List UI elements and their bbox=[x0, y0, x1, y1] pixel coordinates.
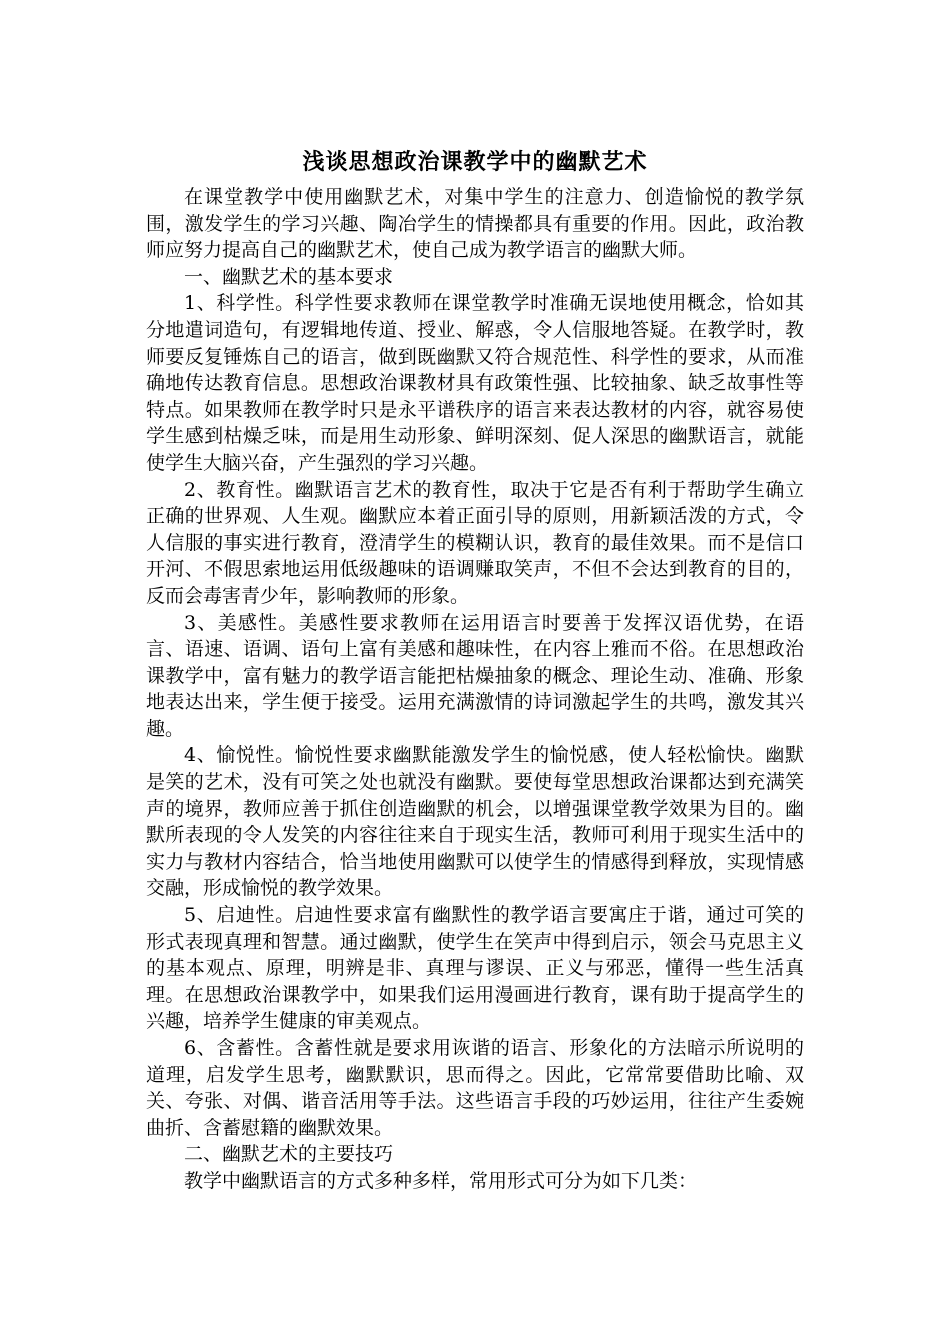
paragraph-educational: 2、教育性。幽默语言艺术的教育性，取决于它是否有利于帮助学生确立正确的世界观、人生观。幽默应本着正面引导的原则，用新颖活泼的方式，令人信服的事实进行教育，澄清学生的模糊认识，教育的最佳效果。而不是信口开河、不假思索地运用低级趣味的语调赚取笑声，不但不会达到教育的目的，反而会毒害青少年，影响教师的形象。 bbox=[146, 478, 804, 607]
section-heading-basic-requirements: 一、幽默艺术的基本要求 bbox=[184, 265, 394, 288]
paragraph-scientific: 1、科学性。科学性要求教师在课堂教学时准确无误地使用概念，恰如其分地遣词造句，有逻辑地传道、授业、解惑，令人信服地答疑。在教学时，教师要反复锤炼自己的语言，做到既幽默又符合规范性、科学性的要求，从而准确地传达教育信息。思想政治课教材具有政策性强、比较抽象、缺乏故事性等特点。如果教师在教学时只是永平谱秩序的语言来表达教材的内容，就容易使学生感到枯燥乏味，而是用生动形象、鲜明深刻、促人深思的幽默语言，就能使学生大脑兴奋，产生强烈的学习兴趣。 bbox=[146, 292, 804, 474]
paragraph-aesthetic: 3、美感性。美感性要求教师在运用语言时要善于发挥汉语优势，在语言、语速、语调、语句上富有美感和趣味性，在内容上雅而不俗。在思想政治课教学中，富有魅力的教学语言能把枯燥抽象的概念、理论生动、准确、形象地表达出来，学生便于接受。运用充满激情的诗词激起学生的共鸣，激发其兴趣。 bbox=[146, 611, 804, 740]
paragraph-techniques-intro: 教学中幽默语言的方式多种多样，常用形式可分为如下几类： bbox=[184, 1169, 698, 1192]
intro-paragraph: 在课堂教学中使用幽默艺术，对集中学生的注意力、创造愉悦的教学氛围，激发学生的学习兴趣、陶冶学生的情操都具有重要的作用。因此，政治教师应努力提高自己的幽默艺术，使自己成为教学语言的幽默大师。 bbox=[146, 186, 804, 262]
paragraph-enlightening: 5、启迪性。启迪性要求富有幽默性的教学语言要寓庄于谐，通过可笑的形式表现真理和智慧。通过幽默，使学生在笑声中得到启示，领会马克思主义的基本观点、原理，明辨是非、真理与谬误、正义与邪恶，懂得一些生活真理。在思想政治课教学中，如果我们运用漫画进行教育，课有助于提高学生的兴趣，培养学生健康的审美观点。 bbox=[146, 904, 804, 1033]
section-heading-main-techniques: 二、幽默艺术的主要技巧 bbox=[184, 1143, 394, 1166]
paragraph-implicit: 6、含蓄性。含蓄性就是要求用诙谐的语言、形象化的方法暗示所说明的道理，启发学生思考，幽默默识，思而得之。因此，它常常要借助比喻、双关、夸张、对偶、谐音活用等手法。这些语言手段的巧妙运用，往往产生委婉曲折、含蓄慰籍的幽默效果。 bbox=[146, 1037, 804, 1139]
document-body bbox=[146, 146, 804, 1195]
document-title: 浅谈思想政治课教学中的幽默艺术 bbox=[302, 149, 648, 175]
paragraph-pleasure: 4、愉悦性。愉悦性要求幽默能激发学生的愉悦感，使人轻松愉快。幽默是笑的艺术，没有可笑之处也就没有幽默。要使每堂思想政治课都达到充满笑声的境界，教师应善于抓住创造幽默的机会，以增强课堂教学效果为目的。幽默所表现的令人发笑的内容往往来自于现实生活，教师可利用于现实生活中的实力与教材内容结合，恰当地使用幽默可以使学生的情感得到释放，实现情感交融，形成愉悦的教学效果。 bbox=[146, 744, 804, 900]
